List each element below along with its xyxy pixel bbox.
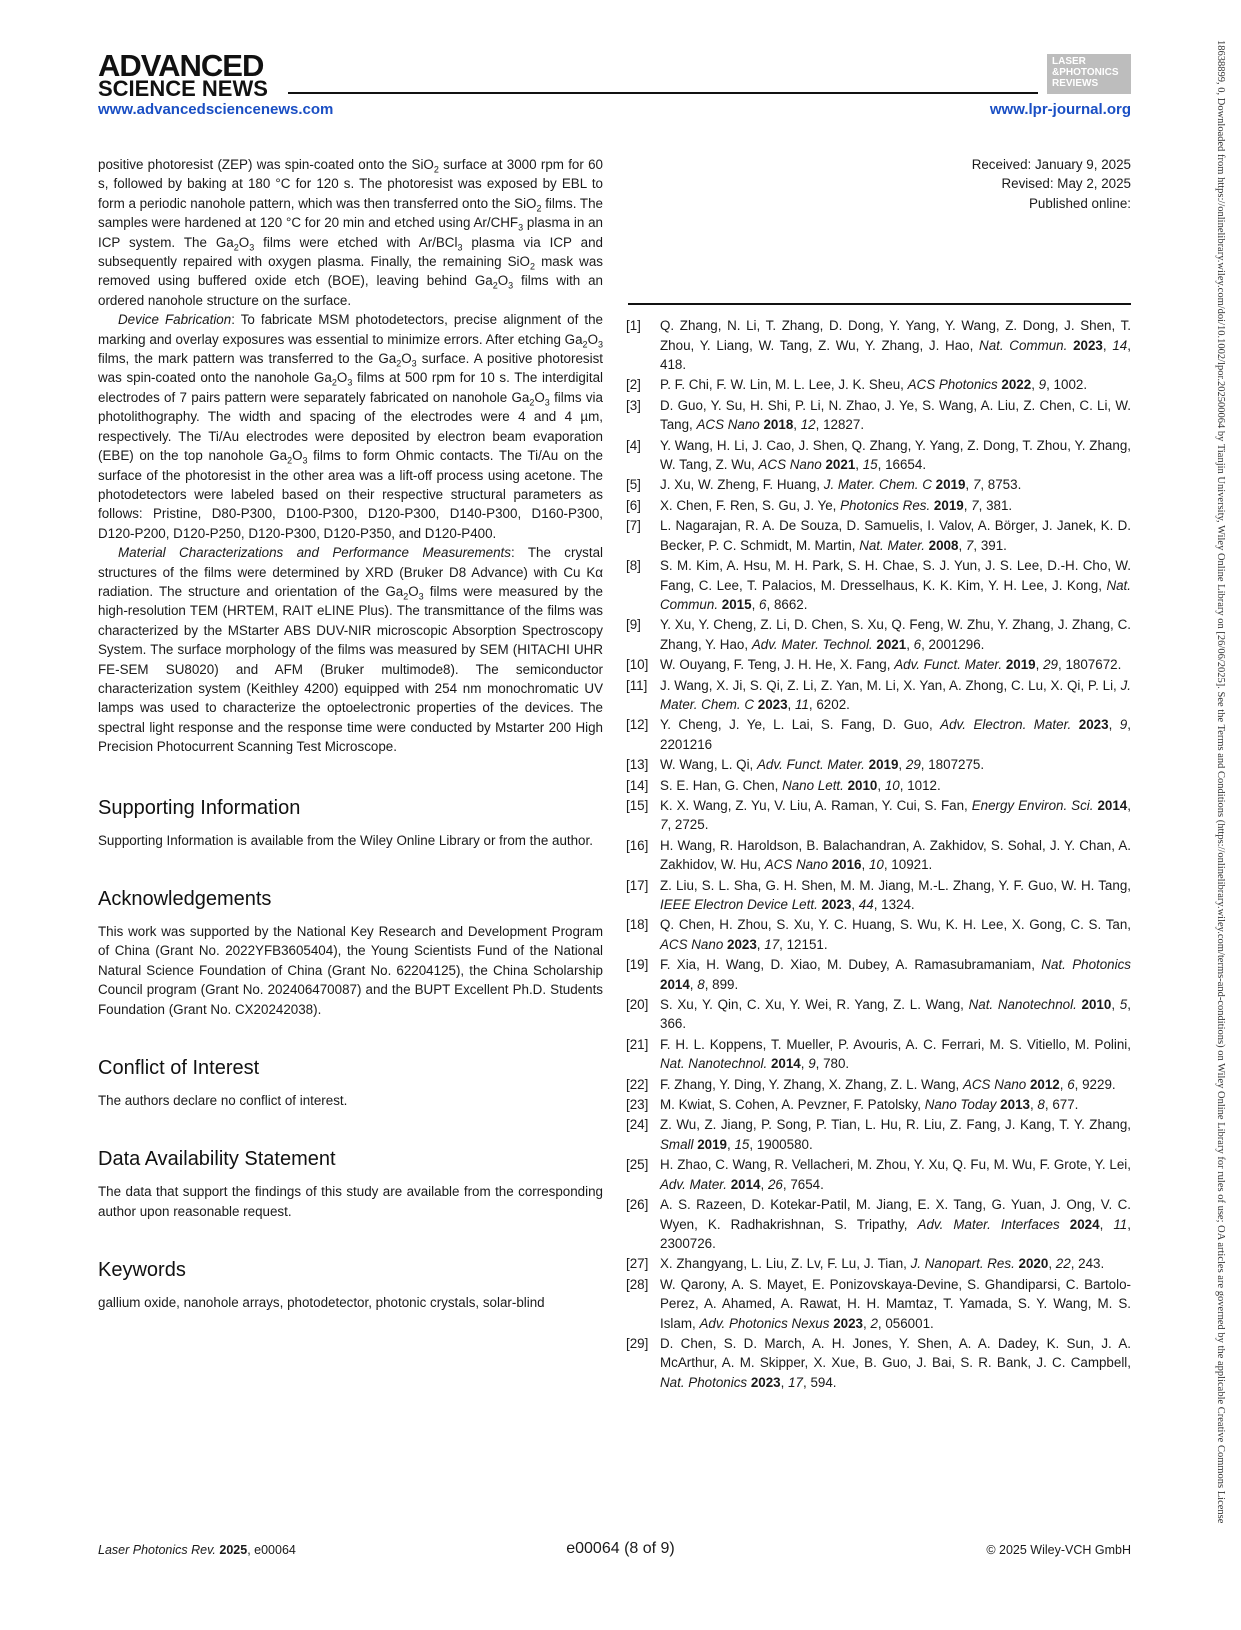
journal-logo: LASER &PHOTONICS REVIEWS [1047, 54, 1131, 94]
revised-date: Revised: May 2, 2025 [1001, 176, 1131, 192]
section-text: The data that support the findings of this study are available from the corresponding author upon reasonable request. [98, 1184, 603, 1219]
reference-pages: 8753. [987, 477, 1022, 493]
reference-number: [18] [626, 917, 649, 933]
references-rule [628, 303, 1131, 305]
section-heading: Supporting Information [98, 796, 301, 819]
reference-number: [25] [626, 1157, 649, 1173]
reference-volume: 44 [858, 897, 874, 912]
reference-volume: 6 [1067, 1076, 1075, 1092]
reference-pages: 366. [660, 1016, 687, 1032]
reference-item: [11] J. Wang, X. Ji, S. Qi, Z. Li, Z. Yan, M. Li, X. Yan, A. Zhong, C. Lu, X. Qi, P. Li, J. Mater. Chem. C 2023, 11, 6202. [626, 677, 1131, 712]
reference-pages: 381. [986, 497, 1013, 513]
device-fabrication-paragraph: Device Fabrication: To fabricate MSM photodetectors, precise alignment of the marking and overlay exposures was essential to minimize errors. After etching $Ga_2O_3$ films, the mark pattern was transferred to the $Ga_2O_3$ surface. A positive photoresist was spin-coated onto the nanohole $Ga_2O_3$ films at 500 rpm for 10 s. The interdigital electrodes of 7 pairs pattern were separately fabricated on nanohole $Ga_2O_3$ films via photolithography. The width and spacing of the electrodes were 4 and 4 µm, respectively. The Ti/Au electrodes were deposited by electron beam evaporation (EBE) on the top nanohole $Ga_2O_3$ films to form Ohmic contacts. The Ti/Au on the surface of the photoresist in the other area was a lift-off process using acetone. The photodetectors were labeled based on their respective structural parameters as follows: Pristine, D80-P300, D100-P300, D120-P300, D140-P300, D160-P300, D120-P200, D120-P250, D120-P300, D120-P350, and D120-P400. [98, 312, 603, 541]
reference-year: 2021 [876, 636, 907, 652]
reference-item: [19] F. Xia, H. Wang, D. Xiao, M. Dubey, A. Ramasubramaniam, Nat. Photonics 2014, 8, 899. [626, 957, 1131, 992]
reference-number: [29] [626, 1335, 649, 1351]
reference-volume: 10 [868, 857, 884, 873]
reference-year: 2019 [935, 477, 966, 493]
reference-year: 2021 [825, 457, 856, 473]
reference-authors: J. Xu, W. Zheng, F. Huang, [660, 477, 824, 493]
reference-journal: ACS Nano [764, 857, 828, 873]
reference-item: [23] M. Kwiat, S. Cohen, A. Pevzner, F. Patolsky, Nano Today 2013, 8, 677. [628, 1095, 1131, 1114]
download-side-note: 18638899, 0, Downloaded from https://onlinelibrary.wiley.com/doi/10.1002/lpor.202500064 by Tianjin University, Wiley Online Library on [26/06/2025]. See the Terms and Conditions (https://onlinelibrary.wiley.com/terms-and-conditions) on Wiley Online Library for rules of use; OA articles are governed by the applicable Creative Commons License [1215, 40, 1226, 1524]
reference-number: [8] [626, 558, 641, 574]
reference-number: [10] [626, 657, 649, 673]
section-text: The authors declare no conflict of interest. [98, 1093, 348, 1109]
reference-volume: 8 [697, 976, 705, 992]
reference-item: [8] S. M. Kim, A. Hsu, M. H. Park, S. H. Chae, S. J. Yun, J. S. Lee, D.-H. Cho, W. Fang, C. Lee, T. Palacios, M. Dresselhaus, K. K. Kim, Y. H. Lee, J. Kong, Nat. Commun. 2015, 6, 8662. [626, 558, 1131, 612]
reference-number: [14] [626, 777, 649, 793]
reference-year: 2019 [697, 1136, 728, 1152]
reference-authors: Y. Cheng, J. Ye, L. Lai, S. Fang, D. Guo, [660, 717, 941, 733]
reference-journal: ACS Photonics [907, 377, 998, 393]
reference-item: [21] F. H. L. Koppens, T. Mueller, P. Avouris, A. C. Ferrari, M. S. Vitiello, M. Polini, Nat. Nanotechnol. 2014, 9, 780. [626, 1036, 1131, 1072]
reference-volume: 6 [759, 596, 767, 612]
reference-pages: 594. [810, 1374, 837, 1390]
reference-year: 2023 [757, 696, 788, 712]
footer-copyright: © 2025 Wiley-VCH GmbH [986, 1543, 1131, 1557]
reference-authors: H. Zhao, C. Wang, R. Vellacheri, M. Zhou, Y. Xu, Q. Fu, M. Wu, F. Grote, Y. Lei, [660, 1157, 1131, 1173]
reference-pages: 2201216 [660, 736, 713, 752]
reference-number: [13] [626, 757, 649, 773]
reference-authors: H. Wang, R. Haroldson, B. Balachandran, A. Zakhidov, S. Sohal, J. Y. Chan, A. Zakhidov, W. Hu, [660, 837, 1131, 873]
reference-authors: F. Xia, H. Wang, D. Xiao, M. Dubey, A. Ramasubramaniam, [660, 957, 1042, 973]
reference-journal: Adv. Funct. Mater. [894, 657, 1003, 673]
reference-journal: Nat. Nanotechnol. [968, 997, 1077, 1013]
reference-number: [27] [626, 1256, 649, 1272]
reference-journal: Nano Lett. [782, 777, 844, 793]
reference-pages: 9229. [1082, 1076, 1116, 1092]
reference-year: 2018 [763, 417, 794, 433]
reference-item: [25] H. Zhao, C. Wang, R. Vellacheri, M. Zhou, Y. Xu, Q. Fu, M. Wu, F. Grote, Y. Lei, Adv. Mater. 2014, 26, 7654. [626, 1157, 1131, 1192]
reference-authors: M. Kwiat, S. Cohen, A. Pevzner, F. Patolsky, [660, 1097, 925, 1113]
reference-volume: 12 [800, 417, 816, 433]
publisher-website-link[interactable]: www.advancedsciencenews.com [98, 101, 334, 118]
reference-authors: L. Nagarajan, R. A. De Souza, D. Samuelis, I. Valov, A. Börger, J. Janek, K. D. Becker, P. C. Schmidt, M. Martin, [660, 518, 1131, 553]
reference-list [628, 316, 1131, 1392]
reference-authors: Z. Liu, S. L. Sha, G. H. Shen, M. M. Jiang, M.-L. Zhang, Y. F. Guo, W. H. Tang, [660, 877, 1131, 893]
reference-pages: 056001. [885, 1315, 934, 1331]
reference-item: [3] D. Guo, Y. Su, H. Shi, P. Li, N. Zhao, J. Ye, S. Wang, A. Liu, Z. Chen, C. Li, W. Tang, ACS Nano 2018, 12, 12827. [626, 397, 1131, 433]
reference-number: [3] [626, 397, 641, 413]
reference-pages: 2725. [674, 817, 709, 833]
reference-volume: 17 [788, 1374, 803, 1390]
reference-item: [12] Y. Cheng, J. Ye, L. Lai, S. Fang, D. Guo, Adv. Electron. Mater. 2023, 9, 2201216 [626, 717, 1131, 752]
reference-authors: D. Guo, Y. Su, H. Shi, P. Li, N. Zhao, J. Ye, S. Wang, A. Liu, Z. Chen, C. Li, W. Tang, [660, 397, 1131, 433]
reference-year: 2019 [868, 757, 899, 773]
reference-volume: 2 [870, 1315, 878, 1331]
section-heading: Keywords [98, 1259, 186, 1282]
reference-pages: 8662. [773, 596, 808, 612]
reference-pages: 1900580. [756, 1136, 813, 1152]
reference-year: 2014 [1097, 797, 1128, 813]
reference-volume: 14 [1112, 337, 1128, 353]
journal-website-link[interactable]: www.lpr-journal.org [989, 101, 1131, 118]
reference-volume: 15 [734, 1136, 750, 1152]
reference-journal: Nat. Nanotechnol. [660, 1056, 768, 1072]
reference-number: [5] [626, 477, 641, 493]
reference-pages: 1002. [1053, 377, 1088, 393]
reference-pages: 12827. [823, 417, 865, 433]
reference-authors: S. Xu, Y. Qin, C. Xu, Y. Wei, R. Yang, Z. L. Wang, [660, 997, 969, 1013]
reference-item: [15] K. X. Wang, Z. Yu, V. Liu, A. Raman, Y. Cui, S. Fan, Energy Environ. Sci. 2014, 7, 2725. [626, 797, 1131, 833]
reference-journal: Adv. Electron. Mater. [940, 717, 1072, 733]
reference-journal: Adv. Photonics Nexus [699, 1315, 830, 1331]
reference-authors: P. F. Chi, F. W. Lin, M. L. Lee, J. K. Sheu, [660, 377, 908, 393]
reference-journal: Adv. Funct. Mater. [756, 757, 865, 773]
reference-journal: ACS Nano [962, 1076, 1027, 1092]
reference-number: [28] [626, 1276, 649, 1292]
reference-pages: 6202. [816, 696, 850, 712]
section-text: This work was supported by the National Key Research and Development Program of China (Grant No. 2022YFB3605404), the Young Scientists Fund of the National Natural Science Foundation of China (Grant No. 62204125), the China Scholarship Council program (Grant No. 202406470087) and the BUPT Excellent Ph.D. Students Foundation (Grant No. CX20242038). [98, 924, 603, 1017]
reference-pages: 1012. [907, 777, 941, 793]
reference-journal: Adv. Mater. Interfaces [917, 1216, 1060, 1232]
reference-number: [9] [626, 617, 641, 633]
reference-authors: J. Wang, X. Ji, S. Qi, Z. Li, Z. Yan, M. Li, X. Yan, A. Zhong, C. Lu, X. Qi, P. Li, [660, 677, 1121, 693]
reference-authors: W. Wang, L. Qi, [660, 757, 757, 773]
reference-year: 2023 [1078, 717, 1109, 733]
header-rule [288, 92, 1038, 94]
reference-pages: 391. [980, 537, 1007, 553]
reference-authors: K. X. Wang, Z. Yu, V. Liu, A. Raman, Y. Cui, S. Fan, [660, 797, 972, 813]
reference-pages: 2300726. [660, 1235, 716, 1251]
reference-journal: Nano Today [924, 1097, 997, 1113]
reference-journal: Adv. Mater. [660, 1176, 727, 1192]
reference-year: 2016 [831, 857, 862, 873]
reference-number: [2] [626, 377, 641, 393]
reference-volume: 6 [913, 636, 922, 652]
page-number: e00064 (8 of 9) [566, 1540, 675, 1557]
section-heading: Acknowledgements [98, 888, 272, 910]
reference-journal: Nat. Commun. [660, 577, 1131, 612]
reference-number: [17] [626, 877, 649, 893]
reference-authors: Y. Wang, H. Li, J. Cao, J. Shen, Q. Zhang, Y. Yang, Z. Dong, T. Zhou, Y. Zhang, W. Tang, Z. Wu, [660, 437, 1131, 473]
reference-volume: 9 [1119, 717, 1128, 733]
methods-paragraph-1: positive photoresist (ZEP) was spin-coated onto the SiO$_2$ surface at 3000 rpm for 60 s, followed by baking at 180 °C for 120 s. The photoresist was exposed by EBL to form a periodic nanohole pattern, which was then transferred onto the SiO$_2$ films. The samples were hardened at 120 °C for 20 min and etched using $Ar/CHF_3$ plasma in an ICP system. The $Ga_2O_3$ films were etched with Ar/BCl$_3$ plasma via ICP and subsequently repaired with oxygen plasma. Finally, the remaining SiO$_2$ mask was removed using buffered oxide etch (BOE), leaving behind $Ga_2O_3$ films with an ordered nanohole structure on the surface. [98, 157, 604, 308]
reference-volume: 7 [971, 497, 979, 513]
reference-journal: ACS Nano [758, 457, 822, 473]
reference-year: 2022 [1001, 377, 1032, 393]
reference-item: [7] L. Nagarajan, R. A. De Souza, D. Samuelis, I. Valov, A. Börger, J. Janek, K. D. Becker, P. C. Schmidt, M. Martin, Nat. Mater. 2008, 7, 391. [626, 518, 1131, 553]
reference-authors: S. E. Han, G. Chen, [660, 777, 783, 793]
reference-authors: F. Zhang, Y. Ding, Y. Zhang, X. Zhang, Z. L. Wang, [660, 1076, 963, 1092]
reference-number: [4] [626, 437, 641, 453]
reference-number: [23] [626, 1097, 649, 1113]
reference-number: [11] [626, 677, 648, 693]
reference-volume: 8 [1037, 1097, 1045, 1113]
reference-volume: 11 [1113, 1216, 1128, 1232]
reference-authors: D. Chen, S. D. March, A. H. Jones, Y. Shen, A. A. Dadey, K. Sun, J. A. McArthur, A. M. Skipper, X. Xue, B. Guo, J. Bai, S. R. Bank, J. C. Campbell, [660, 1335, 1131, 1371]
reference-item: [18] Q. Chen, H. Zhou, S. Xu, Y. C. Huang, S. Wu, K. H. Lee, X. Gong, C. S. Tan, ACS Nano 2023, 17, 12151. [626, 917, 1131, 952]
reference-volume: 22 [1055, 1256, 1071, 1272]
reference-journal: J. Mater. Chem. C [823, 477, 932, 493]
reference-volume: 17 [764, 936, 780, 952]
reference-journal: Nat. Mater. [859, 537, 925, 553]
reference-pages: 1807275. [928, 757, 985, 773]
logo-line-1: ADVANCED [98, 48, 264, 83]
reference-item: [5] J. Xu, W. Zheng, F. Huang, J. Mater. Chem. C 2019, 7, 8753. [628, 475, 1131, 494]
reference-year: 2023 [1073, 337, 1103, 353]
reference-number: [12] [626, 717, 649, 733]
reference-number: [20] [626, 997, 649, 1013]
reference-item: [6] X. Chen, F. Ren, S. Gu, J. Ye, Photonics Res. 2019, 7, 381. [628, 496, 1131, 515]
reference-journal: Nat. Photonics [660, 1374, 748, 1390]
reference-number: [7] [626, 518, 641, 534]
reference-number: [16] [626, 837, 649, 853]
reference-number: [24] [626, 1117, 649, 1133]
reference-volume: 9 [1038, 377, 1047, 393]
reference-journal: J. Nanopart. Res. [910, 1256, 1015, 1272]
reference-item: [1] Q. Zhang, N. Li, T. Zhang, D. Dong, Y. Yang, Y. Wang, Z. Dong, J. Shen, T. Zhou, Y. Liang, W. Tang, Z. Wu, Y. Zhang, J. Hao, Nat. Commun. 2023, 14, 418. [626, 318, 1131, 373]
received-date: Received: January 9, 2025 [971, 157, 1131, 172]
reference-number: [19] [626, 957, 649, 973]
reference-year: 2008 [928, 537, 959, 553]
reference-volume: 29 [1043, 657, 1058, 673]
reference-item: [17] Z. Liu, S. L. Sha, G. H. Shen, M. M. Jiang, M.-L. Zhang, Y. F. Guo, W. H. Tang, IEEE Electron Device Lett. 2023, 44, 1324. [626, 877, 1131, 912]
reference-journal: Small [660, 1136, 694, 1152]
reference-year: 2012 [1029, 1076, 1060, 1092]
left-column [98, 155, 603, 1313]
reference-year: 2020 [1018, 1256, 1049, 1272]
reference-journal: Energy Environ. Sci. [971, 797, 1094, 813]
reference-journal: Photonics Res. [840, 497, 931, 513]
reference-journal: ACS Nano [660, 936, 724, 952]
reference-pages: 2001296. [928, 636, 985, 652]
reference-year: 2023 [750, 1374, 781, 1390]
reference-journal: J. Mater. Chem. C [660, 677, 1131, 712]
reference-authors: Q. Chen, H. Zhou, S. Xu, Y. C. Huang, S. Wu, K. H. Lee, X. Gong, C. S. Tan, [660, 917, 1131, 933]
section-heading: Data Availability Statement [98, 1148, 336, 1171]
reference-item: [26] A. S. Razeen, D. Kotekar-Patil, M. Jiang, E. X. Tang, G. Yuan, J. Ong, V. C. Wyen, K. Radhakrishnan, S. Tripathy, Adv. Mater. Interfaces 2024, 11, 2300726. [626, 1197, 1131, 1251]
reference-year: 2014 [660, 976, 690, 992]
reference-volume: 29 [905, 757, 921, 773]
reference-volume: 11 [795, 696, 809, 712]
reference-journal: Nat. Commun. [979, 337, 1068, 353]
section-heading: Conflict of Interest [98, 1057, 260, 1080]
reference-year: 2015 [721, 596, 752, 612]
reference-number: [15] [626, 797, 649, 813]
reference-pages: 16654. [885, 457, 927, 473]
published-date: Published online: [1029, 195, 1131, 211]
reference-authors: W. Qarony, A. S. Mayet, E. Ponizovskaya-Devine, S. Ghandiparsi, C. Bartolo-Perez, A. Ahamed, A. Rawat, H. H. Mamtaz, T. Yamada, S. Y. Wang, M. S. Islam, [660, 1276, 1131, 1331]
reference-item: [27] X. Zhangyang, L. Liu, Z. Lv, F. Lu, J. Tian, J. Nanopart. Res. 2020, 22, 243. [628, 1254, 1131, 1273]
publisher-logo [98, 50, 268, 100]
reference-volume: 7 [965, 537, 974, 553]
reference-year: 2023 [821, 897, 852, 912]
reference-number: [1] [626, 318, 641, 334]
reference-number: [26] [626, 1197, 649, 1213]
logo-line-2: SCIENCE NEWS [98, 76, 268, 101]
reference-item: [10] W. Ouyang, F. Teng, J. H. He, X. Fang, Adv. Funct. Mater. 2019, 29, 1807672. [628, 655, 1131, 674]
characterization-paragraph: Material Characterizations and Performance Measurements: The crystal structures of the films were determined by XRD (Bruker D8 Advance) with Cu Kα radiation. The structure and orientation of the $Ga_2O_3$ films were measured by the high-resolution TEM (HRTEM, RAIT eLINE Plus). The transmittance of the films was characterized by the MStarter ABS DUV-NIR microscopic Absorption Spectroscopy System. The surface morphology of the films was measured by SEM (HITACHI UHR FE-SEM SU8020) and AFM (Bruker multimode8). The semiconductor characterization system (Keithley 4200) equipped with 254 nm monochromatic UV lamps was used to characterize the optoelectronic properties of the devices. The spectral light response and the response time were conducted by Mstarter 200 High Precision Photocurrent Scanning Test Microscope. [98, 545, 604, 755]
reference-pages: 899. [712, 976, 739, 992]
right-column [628, 155, 1131, 1393]
reference-year: 2024 [1069, 1216, 1100, 1232]
reference-pages: 677. [1052, 1097, 1079, 1113]
reference-authors: X. Zhangyang, L. Liu, Z. Lv, F. Lu, J. Tian, [660, 1256, 911, 1272]
reference-number: [6] [626, 497, 641, 513]
reference-year: 2010 [1081, 997, 1112, 1013]
reference-pages: 1324. [881, 897, 915, 912]
reference-authors: F. H. L. Koppens, T. Mueller, P. Avouris, A. C. Ferrari, M. S. Vitiello, M. Polini, [660, 1036, 1131, 1052]
reference-pages: 418. [660, 357, 687, 373]
reference-volume: 15 [862, 457, 878, 473]
reference-item: [13] W. Wang, L. Qi, Adv. Funct. Mater. 2019, 29, 1807275. [628, 755, 1131, 774]
footer-citation: Laser Photonics Rev. 2025, e00064 [98, 1543, 296, 1557]
reference-item: [14] S. E. Han, G. Chen, Nano Lett. 2010, 10, 1012. [628, 776, 1131, 795]
reference-journal: ACS Nano [696, 417, 760, 433]
reference-volume: 5 [1119, 997, 1128, 1013]
reference-item: [20] S. Xu, Y. Qin, C. Xu, Y. Wei, R. Yang, Z. L. Wang, Nat. Nanotechnol. 2010, 5, 366. [626, 997, 1131, 1032]
reference-year: 2014 [730, 1176, 761, 1192]
reference-item: [24] Z. Wu, Z. Jiang, P. Song, P. Tian, L. Hu, R. Liu, Z. Fang, J. Kang, T. Y. Zhang, Small 2019, 15, 1900580. [626, 1117, 1131, 1152]
reference-volume: 7 [972, 477, 981, 493]
reference-authors: Q. Zhang, N. Li, T. Zhang, D. Dong, Y. Yang, Y. Wang, Z. Dong, J. Shen, T. Zhou, Y. Liang, W. Tang, Z. Wu, Y. Zhang, J. Hao, [660, 318, 1131, 353]
reference-year: 2010 [847, 777, 878, 793]
section-text: gallium oxide, nanohole arrays, photodetector, photonic crystals, solar-blind [98, 1295, 545, 1311]
reference-year: 2023 [727, 936, 757, 952]
reference-journal: Adv. Mater. Technol. [751, 636, 873, 652]
reference-journal: Nat. Photonics [1041, 957, 1131, 973]
reference-item: [4] Y. Wang, H. Li, J. Cao, J. Shen, Q. Zhang, Y. Yang, Z. Dong, T. Zhou, Y. Zhang, W. Tang, Z. Wu, ACS Nano 2021, 15, 16654. [626, 437, 1131, 473]
reference-volume: 7 [660, 817, 668, 833]
section-text: Supporting Information is available from the Wiley Online Library or from the author. [98, 832, 593, 848]
reference-year: 2023 [833, 1315, 863, 1331]
reference-pages: 1807672. [1065, 657, 1122, 673]
reference-pages: 12151. [786, 936, 828, 952]
reference-item: [29] D. Chen, S. D. March, A. H. Jones, Y. Shen, A. A. Dadey, K. Sun, J. A. McArthur, A. M. Skipper, X. Xue, B. Guo, J. Bai, S. R. Bank, J. C. Campbell, Nat. Photonics 2023, 17, 594. [626, 1335, 1131, 1390]
reference-volume: 10 [884, 777, 900, 793]
reference-item: [22] F. Zhang, Y. Ding, Y. Zhang, X. Zhang, Z. L. Wang, ACS Nano 2012, 6, 9229. [628, 1075, 1131, 1094]
reference-year: 2014 [770, 1056, 801, 1072]
reference-number: [22] [626, 1076, 649, 1092]
reference-item: [2] P. F. Chi, F. W. Lin, M. L. Lee, J. K. Sheu, ACS Photonics 2022, 9, 1002. [628, 375, 1131, 394]
reference-authors: X. Chen, F. Ren, S. Gu, J. Ye, [660, 497, 841, 513]
reference-volume: 26 [767, 1176, 783, 1192]
reference-pages: 780. [823, 1056, 850, 1072]
reference-item: [16] H. Wang, R. Haroldson, B. Balachandran, A. Zakhidov, S. Sohal, J. Y. Chan, A. Zakhidov, W. Hu, ACS Nano 2016, 10, 10921. [626, 837, 1131, 873]
reference-year: 2013 [1000, 1097, 1030, 1113]
reference-item: [28] W. Qarony, A. S. Mayet, E. Ponizovskaya-Devine, S. Ghandiparsi, C. Bartolo-Perez, A. Ahamed, A. Rawat, H. H. Mamtaz, T. Yamada, S. Y. Wang, M. S. Islam, Adv. Photonics Nexus 2023, 2, 056001. [626, 1276, 1131, 1331]
reference-number: [21] [626, 1036, 649, 1052]
reference-item: [9] Y. Xu, Y. Cheng, Z. Li, D. Chen, S. Xu, Q. Feng, W. Zhu, Y. Zhang, J. Zhang, C. Zhang, Y. Hao, Adv. Mater. Technol. 2021, 6, 2001296. [626, 617, 1131, 652]
reference-authors: S. M. Kim, A. Hsu, M. H. Park, S. H. Chae, S. J. Yun, J. S. Lee, D.-H. Cho, W. Fang, C. Lee, T. Palacios, M. Dresselhaus, K. K. Kim, Y. H. Lee, J. Kong, [660, 558, 1131, 593]
reference-authors: A. S. Razeen, D. Kotekar-Patil, M. Jiang, E. X. Tang, G. Yuan, J. Ong, V. C. Wyen, K. Radhakrishnan, S. Tripathy, [660, 1197, 1131, 1232]
reference-year: 2019 [1005, 657, 1036, 673]
reference-authors: Y. Xu, Y. Cheng, Z. Li, D. Chen, S. Xu, Q. Feng, W. Zhu, Y. Zhang, J. Zhang, C. Zhang, Y. Hao, [660, 617, 1131, 652]
reference-pages: 243. [1078, 1256, 1105, 1272]
reference-pages: 7654. [790, 1176, 824, 1192]
reference-volume: 9 [808, 1056, 816, 1072]
reference-pages: 10921. [891, 857, 933, 873]
reference-authors: W. Ouyang, F. Teng, J. H. He, X. Fang, [660, 657, 895, 673]
reference-journal: IEEE Electron Device Lett. [660, 897, 818, 912]
reference-authors: Z. Wu, Z. Jiang, P. Song, P. Tian, L. Hu, R. Liu, Z. Fang, J. Kang, T. Y. Zhang, [660, 1117, 1131, 1133]
reference-year: 2019 [933, 497, 964, 513]
